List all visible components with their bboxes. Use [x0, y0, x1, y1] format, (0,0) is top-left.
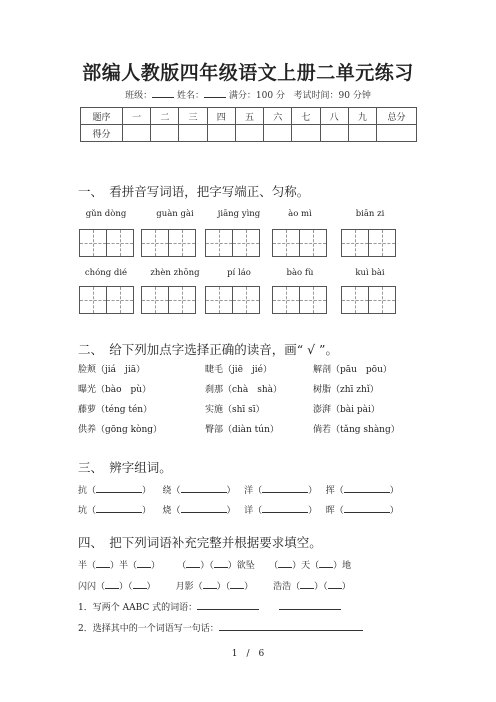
pinyin-label: bào fù	[286, 268, 314, 278]
answer-blank[interactable]	[105, 580, 119, 589]
question-1	[78, 600, 341, 613]
reading-option[interactable]: 藤萝（téng tén）	[78, 405, 153, 415]
pinyin-label: kuì bài	[355, 268, 385, 278]
writing-grid[interactable]	[272, 286, 327, 314]
score-header-cell: 二	[151, 108, 179, 125]
bracket: ）	[389, 506, 399, 516]
reading-option[interactable]: 澎湃（bài pài）	[313, 405, 380, 415]
writing-grid[interactable]	[205, 229, 260, 257]
score-header-cell: 九	[348, 108, 376, 125]
writing-grid[interactable]	[79, 229, 134, 257]
score-row-label: 得分	[81, 125, 123, 142]
idiom-text: ）欲坠	[227, 561, 255, 571]
writing-grid[interactable]	[272, 229, 327, 257]
idiom-text: ）（	[314, 582, 328, 592]
score-header-cell: 八	[320, 108, 348, 125]
question-text: 1．写两个 AABC 式的词语：	[78, 603, 198, 613]
exam-time-label: 考试时间：90 分钟	[293, 91, 371, 101]
bracket: ）	[142, 506, 152, 516]
char-prompt: 晖（	[325, 506, 344, 516]
reading-option[interactable]: 臀部（diàn tún）	[205, 425, 279, 435]
question-text: 2．选择其中的一个词语写一句话：	[78, 624, 219, 634]
idiom-text: 闪闪（	[78, 582, 106, 592]
score-input-cell[interactable]	[292, 125, 320, 142]
score-header-cell: 六	[264, 108, 292, 125]
reading-option[interactable]: 树脂（zhī zhǐ）	[313, 385, 379, 395]
idiom-text: ）	[151, 561, 161, 571]
answer-blank[interactable]	[344, 504, 390, 513]
page-number: 1 / 6	[231, 649, 265, 659]
reading-option[interactable]: 实施（shī sī）	[205, 405, 265, 415]
section-3-title: 三、 辨字组词。	[78, 460, 172, 475]
answer-blank[interactable]	[319, 559, 333, 568]
answer-blank[interactable]	[262, 504, 308, 513]
class-label: 班级：	[125, 91, 153, 101]
writing-grid[interactable]	[141, 286, 196, 314]
answer-blank[interactable]	[278, 559, 292, 568]
score-header-row	[81, 108, 417, 125]
answer-blank[interactable]	[214, 559, 228, 568]
score-input-cell[interactable]	[320, 125, 348, 142]
answer-blank[interactable]	[197, 601, 259, 610]
section-4-title: 四、 把下列词语补充完整并根据要求填空。	[78, 535, 322, 550]
exam-meta	[0, 88, 496, 101]
score-input-cell[interactable]	[348, 125, 376, 142]
char-prompt: 抗（	[78, 486, 97, 496]
answer-blank[interactable]	[181, 484, 227, 493]
score-value-row	[81, 125, 417, 142]
idiom-text: ）（	[216, 582, 231, 592]
answer-blank[interactable]	[133, 580, 147, 589]
score-header-cell: 五	[235, 108, 263, 125]
bracket: ）	[308, 506, 318, 516]
idiom-text: （	[269, 561, 279, 571]
answer-blank[interactable]	[203, 580, 217, 589]
bracket: ）	[308, 486, 318, 496]
reading-option[interactable]: 解剖（pāu pōu）	[313, 365, 392, 375]
char-prompt: 绕（	[162, 486, 181, 496]
reading-option[interactable]: 曝光（bào pù）	[78, 385, 152, 395]
score-header-cell: 一	[123, 108, 151, 125]
answer-blank[interactable]	[219, 622, 363, 631]
idiom-text: ）	[341, 582, 351, 592]
name-blank[interactable]	[204, 89, 226, 98]
answer-blank[interactable]	[96, 504, 142, 513]
pinyin-label: biān zi	[355, 209, 385, 219]
pinyin-label: pí láo	[227, 268, 251, 278]
score-input-cell[interactable]	[207, 125, 235, 142]
score-input-cell[interactable]	[264, 125, 292, 142]
score-table	[80, 107, 417, 142]
score-input-cell[interactable]	[179, 125, 207, 142]
idiom-text: ）（	[119, 582, 133, 592]
answer-blank[interactable]	[262, 484, 308, 493]
idiom-text: ）天（	[292, 561, 320, 571]
section-2-title: 二、 给下列加点字选择正确的读音，画“ √ ”。	[78, 342, 338, 357]
bracket: ）	[389, 486, 399, 496]
answer-blank[interactable]	[230, 580, 244, 589]
score-header-cell: 三	[179, 108, 207, 125]
answer-blank[interactable]	[137, 559, 151, 568]
answer-blank[interactable]	[344, 484, 390, 493]
idiom-row	[78, 579, 351, 592]
reading-option[interactable]: 供养（gōng kòng）	[78, 425, 163, 435]
idiom-row	[78, 558, 351, 571]
reading-option[interactable]: 脸颊（jiá jiā）	[78, 365, 146, 375]
bracket: ）	[142, 486, 152, 496]
char-prompt: 挥（	[325, 486, 344, 496]
pinyin-label: gǔn dòng	[85, 209, 127, 219]
word-group-row	[78, 483, 399, 496]
idiom-text: 浩浩（	[273, 582, 301, 592]
reading-option[interactable]: 倘若（tǎng shàng）	[313, 425, 400, 435]
answer-blank[interactable]	[96, 484, 142, 493]
writing-grid[interactable]	[141, 229, 196, 257]
idiom-text: ）半（	[110, 561, 138, 571]
writing-grid[interactable]	[79, 286, 134, 314]
writing-grid[interactable]	[341, 286, 396, 314]
score-header-cell: 题序	[81, 108, 123, 125]
bracket: ）	[226, 486, 236, 496]
writing-grid[interactable]	[341, 229, 396, 257]
reading-option[interactable]: 刹那（chà shà）	[205, 385, 282, 395]
answer-blank[interactable]	[96, 559, 110, 568]
idiom-text: ）（	[200, 561, 214, 571]
char-prompt: 坑（	[78, 506, 97, 516]
answer-blank[interactable]	[186, 559, 200, 568]
idiom-text: 月影（	[175, 582, 203, 592]
char-prompt: 烧（	[162, 506, 181, 516]
answer-blank[interactable]	[279, 601, 341, 610]
idiom-text: ）	[244, 582, 254, 592]
pinyin-label: ào mì	[288, 209, 312, 219]
answer-blank[interactable]	[181, 504, 227, 513]
char-prompt: 洋（	[244, 486, 263, 496]
score-header-cell: 总分	[377, 108, 417, 125]
pinyin-label: chóng dié	[84, 268, 128, 278]
question-2	[78, 621, 363, 634]
idiom-text: ）	[146, 582, 156, 592]
answer-blank[interactable]	[300, 580, 314, 589]
score-header-cell: 四	[207, 108, 235, 125]
score-header-cell: 七	[292, 108, 320, 125]
idiom-text: （	[177, 561, 187, 571]
char-prompt: 详（	[244, 506, 263, 516]
name-label: 姓名：	[177, 91, 205, 101]
score-input-cell[interactable]	[235, 125, 263, 142]
pinyin-label: jiāng yìng	[217, 209, 261, 219]
class-blank[interactable]	[152, 89, 174, 98]
idiom-text: ）地	[333, 561, 352, 571]
score-input-cell[interactable]	[151, 125, 179, 142]
word-group-row	[78, 503, 399, 516]
full-score-label: 满分：100 分	[228, 91, 285, 101]
writing-grid[interactable]	[205, 286, 260, 314]
page-title: 部编人教版四年级语文上册二单元练习	[82, 62, 414, 84]
section-1-title: 一、 看拼音写词语，把字写端正、匀称。	[78, 184, 310, 199]
score-input-cell[interactable]	[123, 125, 151, 142]
score-input-cell[interactable]	[377, 125, 417, 142]
pinyin-label: zhèn zhōng	[150, 268, 200, 278]
pinyin-label: guàn gài	[156, 209, 194, 219]
answer-blank[interactable]	[328, 580, 342, 589]
reading-option[interactable]: 睫毛（jiē jié）	[205, 365, 272, 375]
bracket: ）	[226, 506, 236, 516]
idiom-text: 半（	[78, 561, 97, 571]
